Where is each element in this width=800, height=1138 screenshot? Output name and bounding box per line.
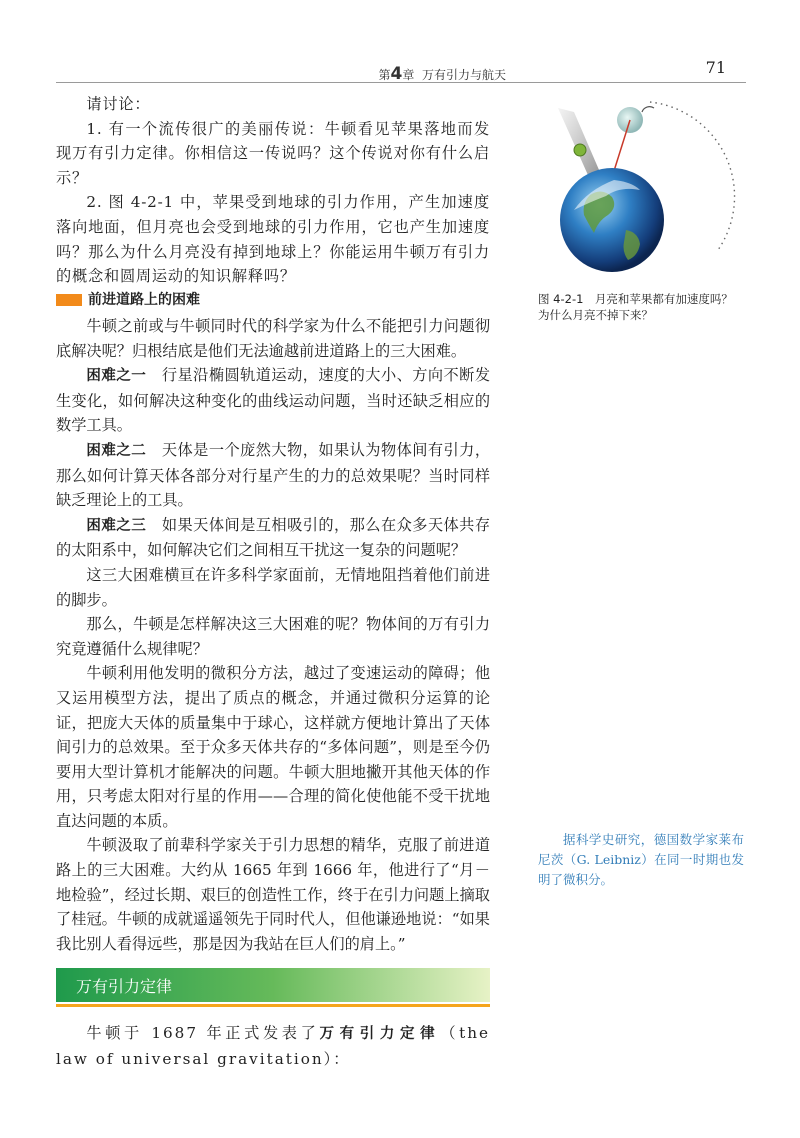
section-paragraph-5: 牛顿汲取了前辈科学家关于引力思想的精华，克服了前进道路上的三大困难。大约从 1665 年到 1666 年，他进行了“月－地检验”，经过长期、艰巨的创造性工作，终于在引力问题上摘取了桂冠。牛顿的成就遥遥领先于同时代人，但他谦逊地说：“如果我比别人看得远些，那是因为我站在巨人们的肩上。”: [56, 836, 490, 953]
law-term: 万有引力定律: [319, 1026, 441, 1042]
orbit-arrow-icon: [642, 107, 654, 112]
law-banner: [56, 968, 490, 1002]
section-paragraph-2: 这三大困难横亘在许多科学家面前，无情地阻挡着他们前进的脚步。: [56, 565, 490, 609]
section-heading-title: 前进道路上的困难: [88, 292, 200, 308]
section-paragraph-1: 牛顿之前或与牛顿同时代的科学家为什么不能把引力问题彻底解决呢？归根结底是他们无法逾越前进道路上的三大困难。: [56, 317, 490, 360]
difficulty-2: [56, 438, 490, 513]
difficulty-3-label: 困难之三: [86, 517, 147, 534]
difficulty-2-label: 困难之二: [86, 442, 147, 459]
margin-note: 据科学史研究，德国数学家莱布尼茨（G. Leibniz）在同一时期也发明了微积分。: [538, 832, 744, 887]
figure-4-2-1: [530, 90, 742, 280]
difficulty-2-text: 天体是一个庞然大物，如果认为物体间有引力，那么如何计算天体各部分对行星产生的力的总效果呢？当时同样缺乏理论上的工具。: [56, 440, 491, 510]
law-banner-underline: [56, 1004, 490, 1007]
difficulty-1-text: 行星沿椭圆轨道运动，速度的大小、方向不断发生变化，如何解决这种变化的曲线运动问题，当时还缺乏相应的数学工具。: [56, 366, 491, 435]
law-intro-paragraph: [56, 1021, 490, 1071]
discussion-question-1: 1. 有一个流传很广的美丽传说：牛顿看见苹果落地而发现万有引力定律。你相信这一传说吗？这个传说对你有什么启示？: [56, 119, 490, 187]
page-number: 71: [705, 58, 726, 77]
earth-moon-apple-illustration: [530, 90, 742, 280]
chapter-prefix: 第: [378, 68, 391, 82]
section-heading: [56, 289, 490, 311]
chapter-suffix: 章: [402, 68, 415, 82]
difficulty-1-label: 困难之一: [86, 368, 147, 385]
difficulty-1: [56, 363, 490, 438]
discussion-question-2: 2. 图 4-2-1 中，苹果受到地球的引力作用，产生加速度落向地面，但月亮也会受到地球的引力作用，它也产生加速度吗？那么为什么月亮没有掉到地球上？你能运用牛顿万有引力的概念和圆周运动的知识解释吗？: [56, 193, 490, 286]
chapter-label: [378, 64, 506, 84]
chapter-title: 万有引力与航天: [421, 68, 506, 82]
section-body: [56, 314, 490, 956]
page-header: [56, 58, 746, 83]
section-paragraph-3: 那么，牛顿是怎样解决这三大困难的呢？物体间的万有引力究竟遵循什么规律呢？: [56, 615, 490, 658]
chapter-number: 4: [390, 64, 403, 84]
difficulty-3: [56, 513, 490, 563]
law-text-after: （the law of universal gravitation）：: [56, 1024, 491, 1068]
law-intro-block: [56, 1021, 490, 1071]
apple-icon: [574, 144, 586, 156]
discussion-block: [56, 92, 490, 289]
law-text-before: 牛顿于 1687 年正式发表了: [86, 1024, 320, 1042]
section-heading-bar: [56, 294, 82, 306]
figure-caption: 图 4-2-1 月亮和苹果都有加速度吗？为什么月亮不掉下来？: [538, 292, 733, 322]
section-paragraph-4: 牛顿利用他发明的微积分方法，越过了变速运动的障碍；他又运用模型方法，提出了质点的概念，并通过微积分运算的论证，把庞大天体的质量集中于球心，这样就方便地计算出了天体间引力的总效果。至于众多天体共存的“多体问题”，则是至今仍要用大型计算机才能解决的问题。牛顿大胆地撇开其他天体的作用，只考虑太阳对行星的作用——合理的简化使他能不受干扰地直达问题的本质。: [56, 664, 490, 830]
discussion-intro: 请讨论：: [86, 95, 151, 113]
difficulty-3-text: 如果天体间是互相吸引的，那么在众多天体共存的太阳系中，如何解决它们之间相互干扰这一复杂的问题呢？: [56, 515, 491, 560]
law-banner-title: 万有引力定律: [76, 977, 173, 996]
